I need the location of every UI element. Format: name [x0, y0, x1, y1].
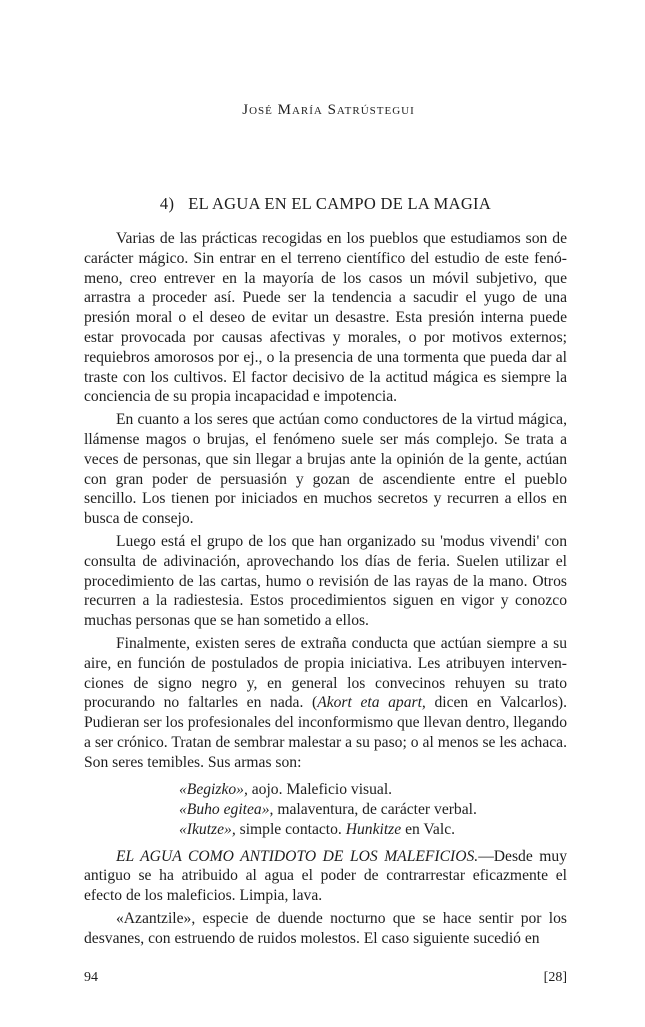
- paragraph-4-text-b: dicen en Valcarlos). Pudieran ser los profesionales del inconformismo que llevan dentro, llegando a ser crónico. Tratan de sembrar malestar a su paso; o al menos se les achaca. Son seres temibles. Sus armas son:: [84, 694, 568, 771]
- folio-row: [84, 969, 567, 987]
- list-item-desc: simple contacto.: [235, 820, 346, 838]
- paragraph-4: [84, 634, 567, 773]
- list-item-desc: aojo. Maleficio visual.: [247, 780, 393, 798]
- section-title-text: EL AGUA EN EL CAMPO DE LA MAGIA: [188, 194, 492, 213]
- list-item: [179, 780, 567, 800]
- section-heading: [84, 193, 567, 215]
- paragraph-6: «Azantzile», especie de duende nocturno que se hace sentir por los desvanes, con estruendo de ruidos molestos. El caso siguiente sucedió en: [84, 909, 567, 947]
- list-item-extra-term: Hunkitze: [345, 820, 402, 838]
- list-item-extra-desc: en Valc.: [401, 820, 456, 838]
- body-text: [84, 229, 567, 949]
- list-item-term: «Begizko»,: [179, 780, 248, 798]
- bracket-page-number: [28]: [543, 969, 567, 985]
- paragraph-4-text-a: Finalmente, existen seres de extraña conducta que actúan siempre a su aire, en función de postulados de propia iniciativa. Les atribuyen intervenciones de signo negro y, en general los convecinos rehuyen su trato procurando no faltarles en nada. (: [84, 634, 567, 712]
- list-item: [179, 800, 567, 820]
- page-number: 94: [84, 969, 98, 985]
- paragraph-4-italic: Akort eta apart,: [317, 694, 426, 712]
- section-number: 4): [159, 194, 175, 213]
- list-item-term: «Ikutze»,: [179, 820, 236, 838]
- paragraph-5-text: —Desde muy antiguo se ha atribuido al agua el poder de contrarrestar eficazmente el efecto de los maleficios. Limpia, lava.: [84, 847, 567, 905]
- list-item-term: «Buho egitea»,: [179, 800, 274, 818]
- list-item-desc: malaventura, de carácter verbal.: [273, 800, 477, 818]
- running-head-author: José María Satrústegui: [242, 102, 415, 118]
- weapons-list: [179, 780, 567, 840]
- list-item: [179, 820, 567, 840]
- paragraph-5: [84, 847, 567, 906]
- paragraph-3: Luego está el grupo de los que han organizado su 'modus vivendi' con consulta de adivinación, aprovechando los días de feria. Suelen utilizar el procedimiento de las cartas, humo o revisión de las rayas de la mano. Otros recurren a la radiestesia. Estos procedimientos siguen en vigor y conozco muchas personas que se han sometido a ellos.: [84, 532, 567, 630]
- paragraph-2: En cuanto a los seres que actúan como conductores de la virtud mágica, llámense magos o brujas, el fenómeno suele ser más complejo. Se trata a veces de personas, que sin llegar a brujas ante la opinión de la gente, actúan con gran poder de persuasión y gozan de ascendiente entre el pueblo sencillo. Los tienen por iniciados en muchos secretos y recurren a ellos en busca de consejo.: [84, 411, 567, 528]
- subheading-italic: EL AGUA COMO ANTIDOTO DE LOS MALEFICIOS.: [116, 847, 479, 865]
- paragraph-1: Varias de las prácticas recogidas en los pueblos que estudiamos son de carácter mágico. Sin entrar en el terreno científico del estudio de este fenómeno, creo entrever en la mayoría de los casos un móvil subjetivo, que arrastra a proceder así. Puede ser la tendencia a sacudir el yugo de una presión moral o el deseo de evitar un desastre. Esta presión interna puede estar provocada por causas afectivas y morales, o por motivos externos; requiebros amorosos por ej., o la presencia de una tormenta que pueda dar al traste con los cultivos. El factor decisivo de la actitud mágica es siempre la conciencia de su propia incapacidad e impotencia.: [84, 230, 567, 406]
